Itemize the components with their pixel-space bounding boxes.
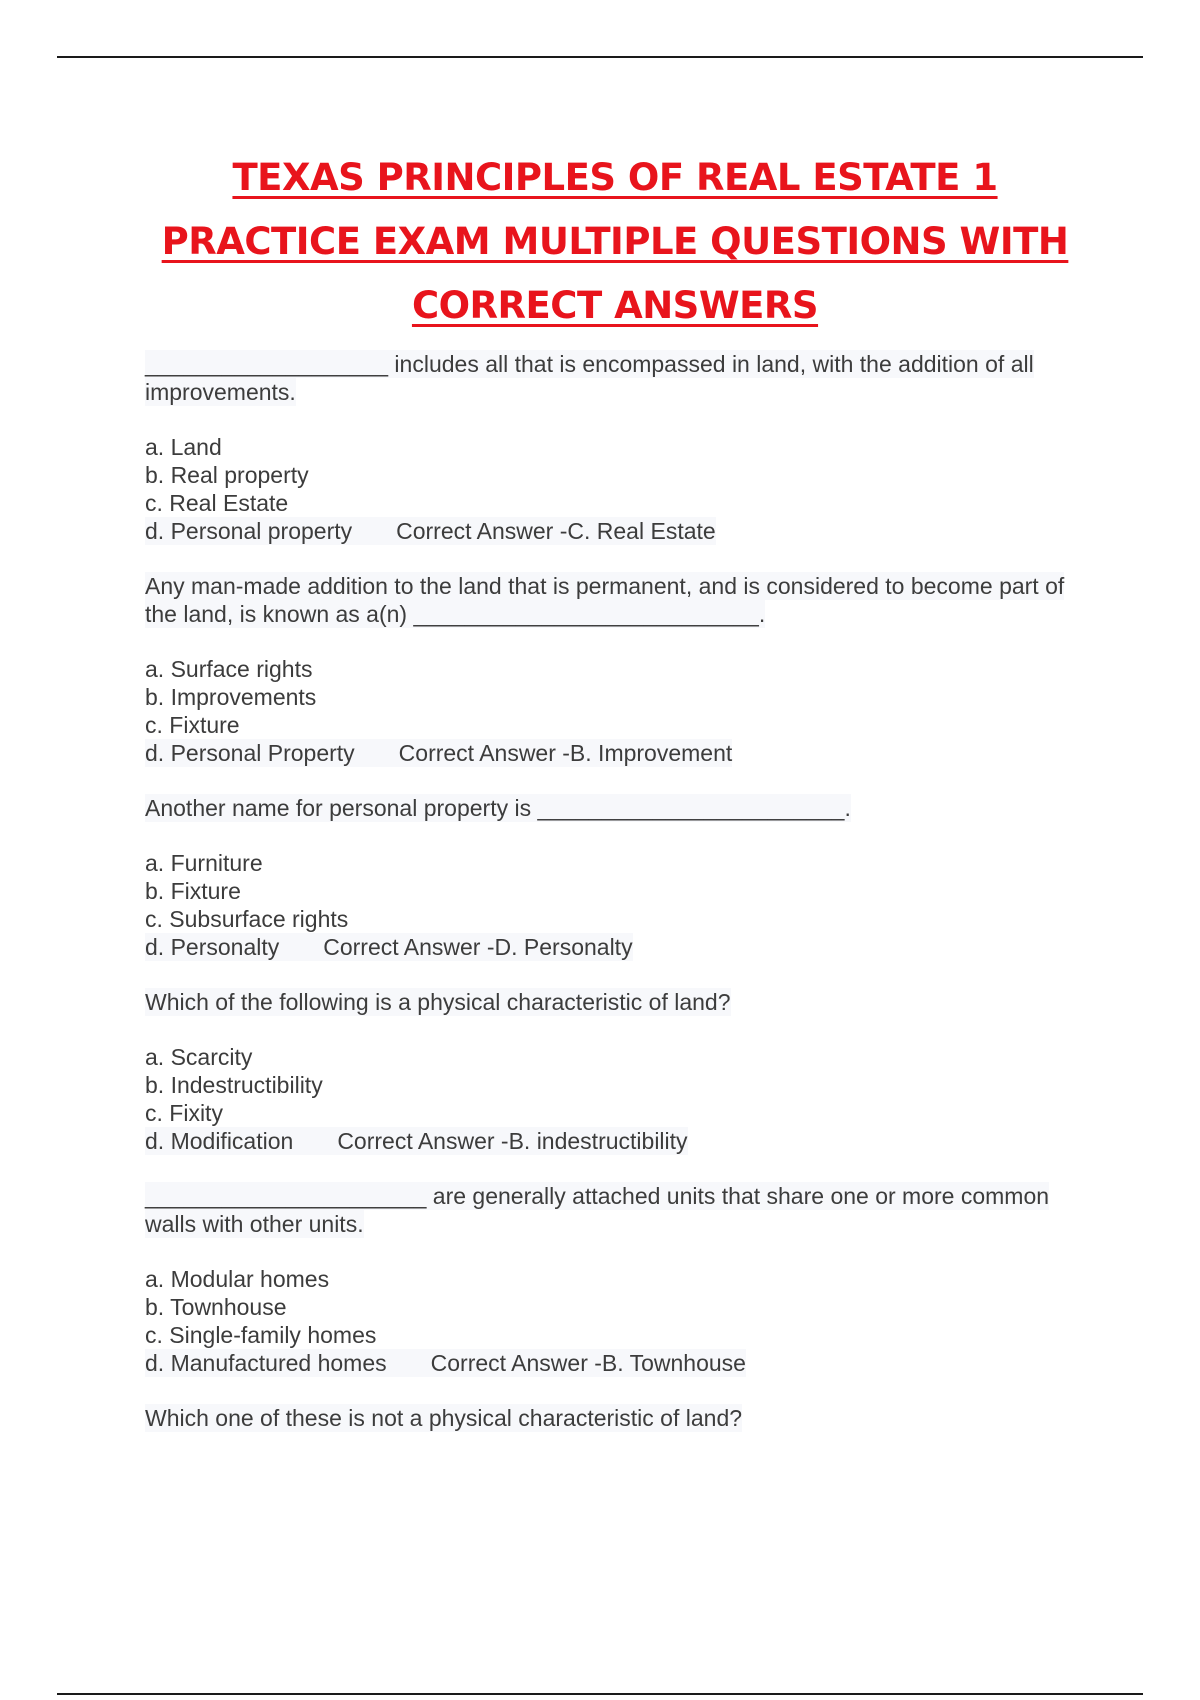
document-title: TEXAS PRINCIPLES OF REAL ESTATE 1 PRACTICE EXAM MULTIPLE QUESTIONS WITH CORRECT ANSWERS bbox=[161, 156, 1069, 327]
option-d: d. Modification bbox=[145, 1128, 294, 1154]
option-d-row bbox=[145, 1127, 688, 1155]
option-c: c. Fixture bbox=[145, 712, 240, 738]
option-d: d. Personalty bbox=[145, 934, 280, 960]
document-body bbox=[145, 350, 1085, 1459]
option-list bbox=[145, 433, 1085, 545]
question-block bbox=[145, 350, 1085, 545]
option-d: d. Manufactured homes bbox=[145, 1350, 387, 1376]
option-c: c. Real Estate bbox=[145, 490, 289, 516]
option-b: b. Real property bbox=[145, 462, 309, 488]
option-b: b. Improvements bbox=[145, 684, 317, 710]
question-block bbox=[145, 572, 1085, 767]
top-rule bbox=[57, 56, 1143, 58]
option-list bbox=[145, 1043, 1085, 1155]
option-a: a. Land bbox=[145, 434, 222, 460]
question-block bbox=[145, 794, 1085, 961]
option-b: b. Townhouse bbox=[145, 1294, 287, 1320]
question-text: Any man-made addition to the land that is permanent, and is considered to become part of the land, is known as a(n) ___________________________. bbox=[145, 573, 1065, 627]
correct-answer: Correct Answer -C. Real Estate bbox=[396, 518, 716, 544]
option-d: d. Personal property bbox=[145, 518, 353, 544]
question-text: Which of the following is a physical characteristic of land? bbox=[145, 989, 731, 1015]
question-text: Another name for personal property is ________________________. bbox=[145, 795, 851, 821]
option-c: c. Fixity bbox=[145, 1100, 223, 1126]
option-d-row bbox=[145, 739, 732, 767]
option-c: c. Subsurface rights bbox=[145, 906, 349, 932]
option-a: a. Scarcity bbox=[145, 1044, 253, 1070]
question-block bbox=[145, 1404, 1085, 1432]
option-list bbox=[145, 849, 1085, 961]
question-block bbox=[145, 1182, 1085, 1377]
question-text: ______________________ are generally attached units that share one or more common walls with other units. bbox=[145, 1183, 1050, 1237]
bottom-rule bbox=[57, 1693, 1143, 1695]
correct-answer: Correct Answer -B. Improvement bbox=[398, 740, 733, 766]
option-list bbox=[145, 1265, 1085, 1377]
option-list bbox=[145, 655, 1085, 767]
question-block bbox=[145, 988, 1085, 1155]
option-d: d. Personal Property bbox=[145, 740, 355, 766]
option-a: a. Modular homes bbox=[145, 1266, 330, 1292]
option-b: b. Fixture bbox=[145, 878, 241, 904]
option-d-row bbox=[145, 933, 633, 961]
question-text: ___________________ includes all that is encompassed in land, with the addition of all improvements. bbox=[145, 351, 1034, 405]
correct-answer: Correct Answer -B. indestructibility bbox=[337, 1128, 688, 1154]
option-d-row bbox=[145, 517, 716, 545]
option-b: b. Indestructibility bbox=[145, 1072, 323, 1098]
option-c: c. Single-family homes bbox=[145, 1322, 377, 1348]
correct-answer: Correct Answer -D. Personalty bbox=[323, 934, 633, 960]
option-a: a. Furniture bbox=[145, 850, 263, 876]
option-a: a. Surface rights bbox=[145, 656, 313, 682]
option-d-row bbox=[145, 1349, 746, 1377]
correct-answer: Correct Answer -B. Townhouse bbox=[430, 1350, 746, 1376]
question-text: Which one of these is not a physical characteristic of land? bbox=[145, 1405, 743, 1431]
